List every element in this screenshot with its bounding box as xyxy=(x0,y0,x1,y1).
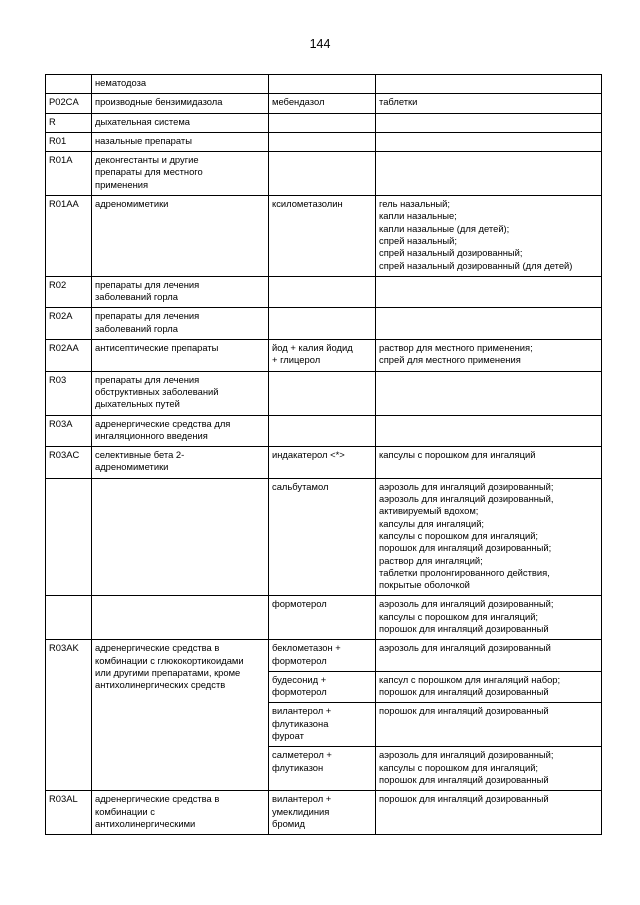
atc-code-cell xyxy=(46,75,92,94)
group-cell: дыхательная система xyxy=(92,113,269,132)
dosage-form-cell: аэрозоль для ингаляций дозированный; капсулы с порошком для ингаляций; порошок для ингаляций дозированный xyxy=(376,596,602,640)
atc-code-cell: P02CA xyxy=(46,94,92,113)
dosage-form-cell: аэрозоль для ингаляций дозированный xyxy=(376,640,602,672)
drug-cell: салметерол + флутиказон xyxy=(269,747,376,791)
drug-cell xyxy=(269,75,376,94)
table-row xyxy=(46,94,602,113)
atc-code-cell: R02AA xyxy=(46,340,92,372)
dosage-form-cell xyxy=(376,75,602,94)
group-cell: производные бензимидазола xyxy=(92,94,269,113)
dosage-form-cell xyxy=(376,308,602,340)
atc-code-cell: R03AK xyxy=(46,640,92,791)
group-cell: нематодоза xyxy=(92,75,269,94)
atc-code-cell: R01AA xyxy=(46,196,92,277)
table-row xyxy=(46,478,602,596)
group-cell: селективные бета 2- адреномиметики xyxy=(92,447,269,479)
dosage-form-cell: аэрозоль для ингаляций дозированный; капсулы с порошком для ингаляций; порошок для ингаляций дозированный xyxy=(376,747,602,791)
dosage-form-cell: таблетки xyxy=(376,94,602,113)
drug-classification-table xyxy=(45,74,602,835)
drug-cell: индакатерол <*> xyxy=(269,447,376,479)
drug-cell: сальбутамол xyxy=(269,478,376,596)
group-cell: назальные препараты xyxy=(92,132,269,151)
table-row xyxy=(46,113,602,132)
drug-cell: мебендазол xyxy=(269,94,376,113)
table-row xyxy=(46,196,602,277)
table-row xyxy=(46,308,602,340)
table-row xyxy=(46,276,602,308)
table-row xyxy=(46,447,602,479)
dosage-form-cell xyxy=(376,152,602,196)
table-row xyxy=(46,415,602,447)
drug-cell xyxy=(269,371,376,415)
atc-code-cell: R01A xyxy=(46,152,92,196)
table-row xyxy=(46,596,602,640)
atc-code-cell: R03A xyxy=(46,415,92,447)
dosage-form-cell xyxy=(376,113,602,132)
dosage-form-cell xyxy=(376,132,602,151)
group-cell: антисептические препараты xyxy=(92,340,269,372)
group-cell: адренергические средства в комбинации с антихолинергическими xyxy=(92,791,269,835)
drug-cell: вилантерол + умеклидиния бромид xyxy=(269,791,376,835)
atc-code-cell xyxy=(46,596,92,640)
atc-code-cell xyxy=(46,478,92,596)
atc-code-cell: R01 xyxy=(46,132,92,151)
drug-cell xyxy=(269,113,376,132)
group-cell xyxy=(92,596,269,640)
drug-cell: йод + калия йодид + глицерол xyxy=(269,340,376,372)
drug-cell: беклометазон + формотерол xyxy=(269,640,376,672)
table-row xyxy=(46,371,602,415)
atc-code-cell: R03 xyxy=(46,371,92,415)
drug-cell xyxy=(269,415,376,447)
drug-cell xyxy=(269,132,376,151)
group-cell: адренергические средства для ингаляционного введения xyxy=(92,415,269,447)
dosage-form-cell: аэрозоль для ингаляций дозированный; аэрозоль для ингаляций дозированный, активируемый вдохом; капсулы для ингаляций; капсулы с порошком для ингаляций; порошок для ингаляций дозированный; раствор для ингаляций; таблетки пролонгированного действия, покрытые оболочкой xyxy=(376,478,602,596)
drug-cell xyxy=(269,276,376,308)
dosage-form-cell xyxy=(376,371,602,415)
table-row xyxy=(46,75,602,94)
group-cell: адренергические средства в комбинации с глюкокортикоидами или другими препаратами, кроме антихолинергических средств xyxy=(92,640,269,791)
group-cell: адреномиметики xyxy=(92,196,269,277)
table-row xyxy=(46,132,602,151)
atc-code-cell: R03AL xyxy=(46,791,92,835)
dosage-form-cell: капсул с порошком для ингаляций набор; порошок для ингаляций дозированный xyxy=(376,671,602,703)
dosage-form-cell xyxy=(376,276,602,308)
table-row xyxy=(46,640,602,672)
page-number: 144 xyxy=(309,37,331,51)
table-row xyxy=(46,340,602,372)
dosage-form-cell: гель назальный; капли назальные; капли назальные (для детей); спрей назальный; спрей назальный дозированный; спрей назальный дозированный (для детей) xyxy=(376,196,602,277)
atc-code-cell: R xyxy=(46,113,92,132)
group-cell xyxy=(92,478,269,596)
group-cell: препараты для лечения заболеваний горла xyxy=(92,308,269,340)
drug-cell xyxy=(269,152,376,196)
drug-cell: вилантерол + флутиказона фуроат xyxy=(269,703,376,747)
group-cell: препараты для лечения обструктивных заболеваний дыхательных путей xyxy=(92,371,269,415)
atc-code-cell: R02A xyxy=(46,308,92,340)
dosage-form-cell xyxy=(376,415,602,447)
drug-cell: формотерол xyxy=(269,596,376,640)
drug-cell: будесонид + формотерол xyxy=(269,671,376,703)
drug-cell: ксилометазолин xyxy=(269,196,376,277)
atc-code-cell: R03AC xyxy=(46,447,92,479)
atc-code-cell: R02 xyxy=(46,276,92,308)
group-cell: деконгестанты и другие препараты для местного применения xyxy=(92,152,269,196)
dosage-form-cell: порошок для ингаляций дозированный xyxy=(376,703,602,747)
dosage-form-cell: раствор для местного применения; спрей для местного применения xyxy=(376,340,602,372)
drug-cell xyxy=(269,308,376,340)
table-row xyxy=(46,791,602,835)
table-row xyxy=(46,152,602,196)
dosage-form-cell: порошок для ингаляций дозированный xyxy=(376,791,602,835)
group-cell: препараты для лечения заболеваний горла xyxy=(92,276,269,308)
dosage-form-cell: капсулы с порошком для ингаляций xyxy=(376,447,602,479)
